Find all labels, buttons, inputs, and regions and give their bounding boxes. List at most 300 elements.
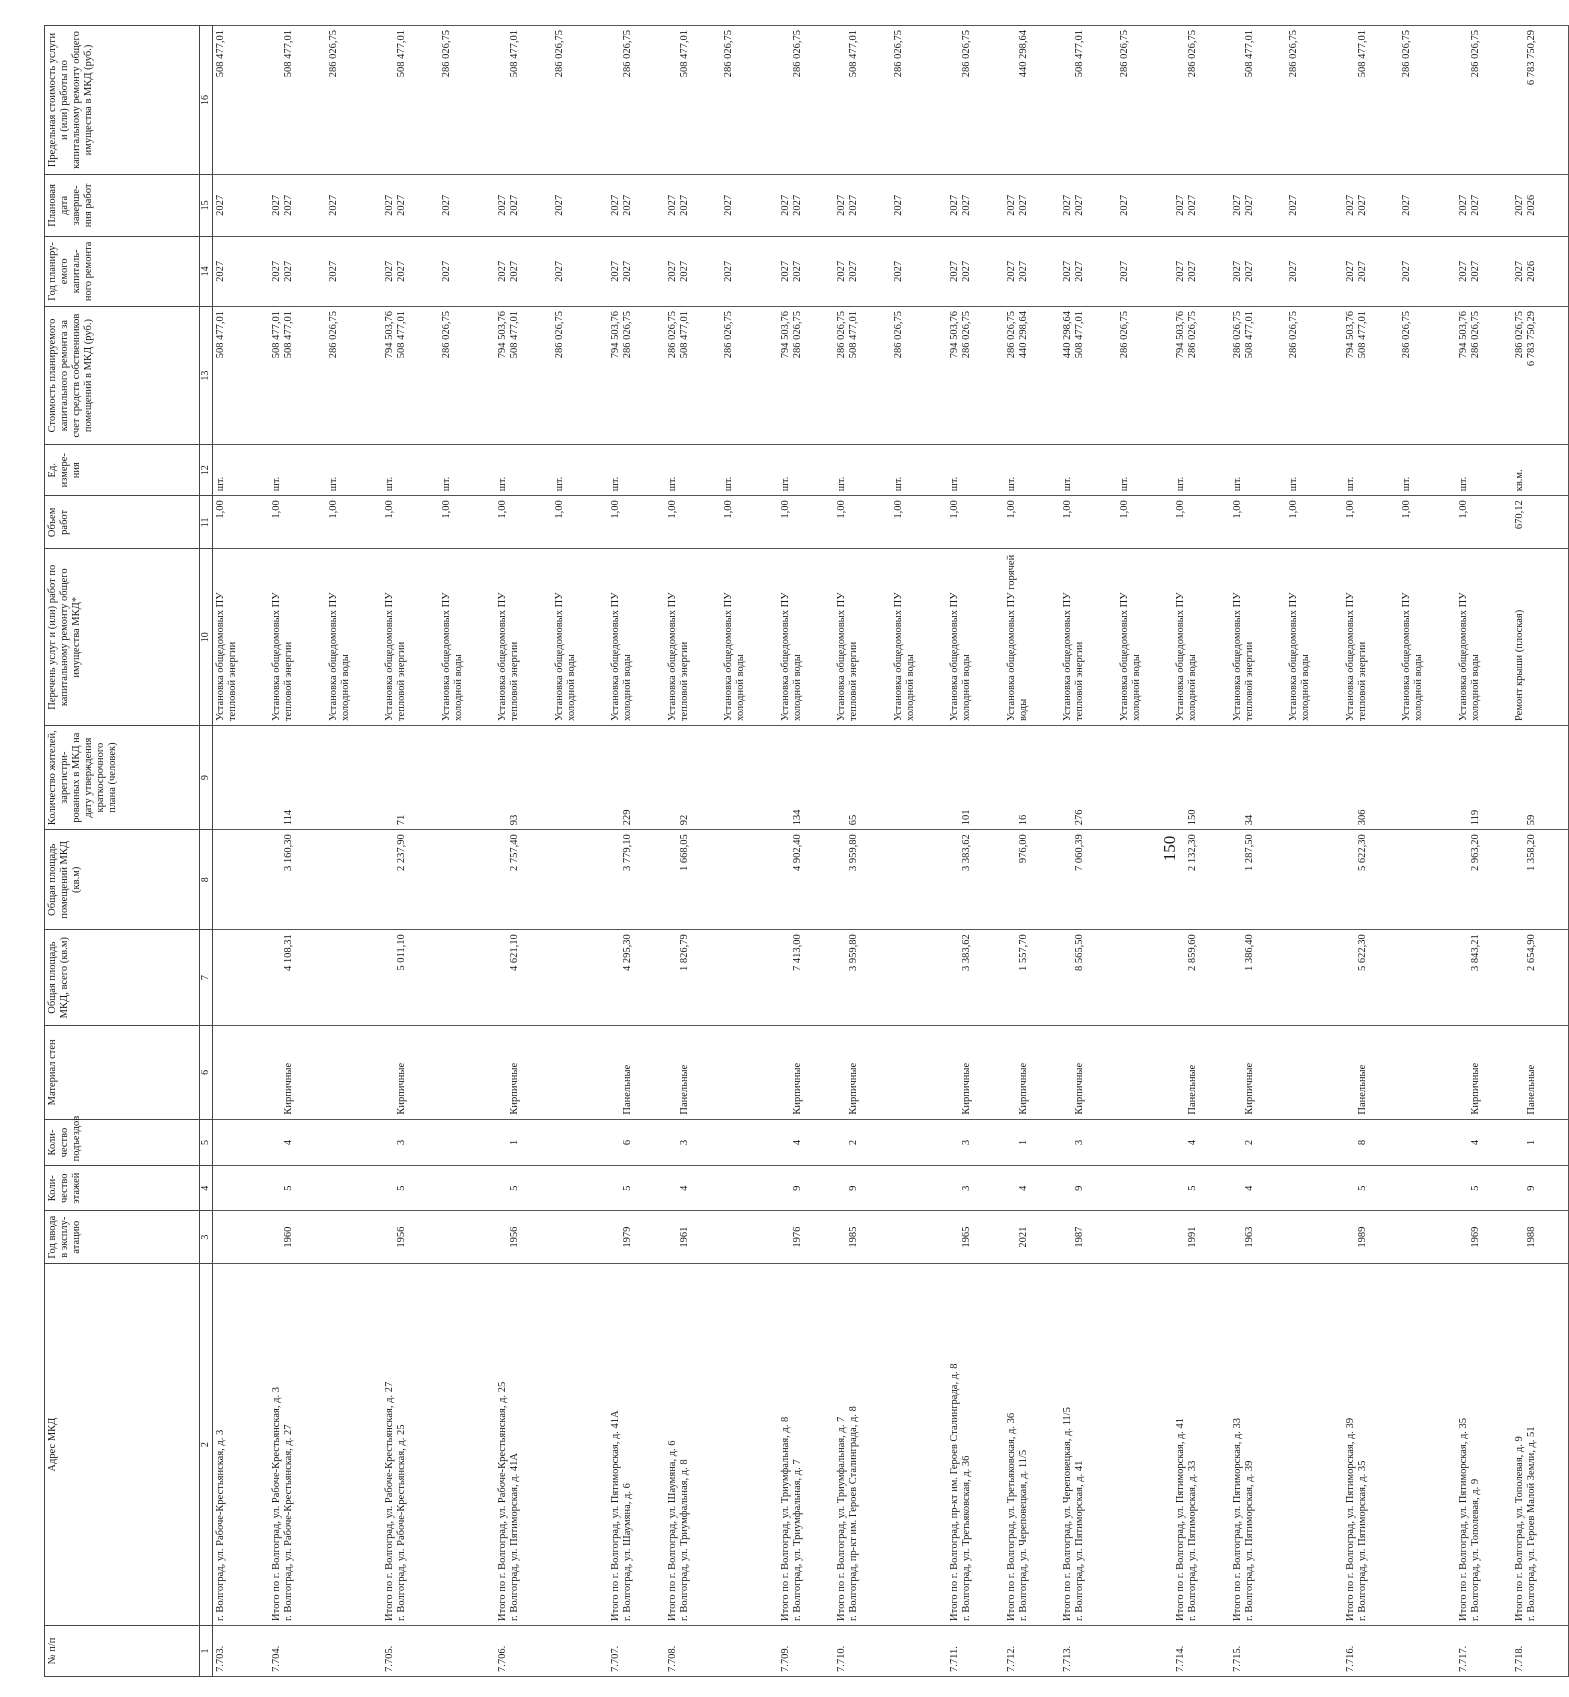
wall-material-pad: [1232, 1030, 1244, 1115]
row-number: 7.715.: [1231, 1645, 1243, 1672]
row-number: 7.713.: [1062, 1645, 1073, 1672]
address: г. Волгоград, ул. Пятиморская, д. 35: [1356, 1460, 1368, 1621]
work-volume: 1,00: [1457, 500, 1469, 519]
residents-pad: [384, 730, 396, 825]
completion-date: 2027: [553, 194, 565, 216]
residents: 306: [1356, 809, 1368, 826]
subtotal-year: 2027: [836, 260, 847, 282]
entrances: 6: [622, 1139, 634, 1146]
work-description: Установка общедомовых ПУ холодной воды: [327, 592, 351, 722]
year-built-pad: [667, 1215, 679, 1259]
floors: 5: [1356, 1185, 1368, 1191]
planned-year: 2027: [327, 260, 339, 282]
residents-pad: [667, 730, 679, 825]
work-description: Установка общедомовых ПУ тепловой энергии: [666, 592, 690, 722]
residents-pad: [271, 730, 283, 825]
limit-cost: 286 026,75: [440, 30, 452, 78]
limit-pad: [1232, 30, 1244, 170]
subtotal-end: 2027: [1062, 194, 1073, 216]
unit: шт.: [497, 476, 508, 492]
planned-cost: 286 026,75: [622, 310, 634, 359]
floors: 5: [283, 1185, 295, 1191]
wall-material-pad: [610, 1030, 622, 1115]
planned-cost: 286 026,75: [553, 310, 565, 359]
wall-material: Панельные: [1356, 1064, 1368, 1115]
unit: шт.: [1005, 476, 1017, 492]
address: г. Волгоград, ул. Череповецкая, д. 11/5: [1017, 1449, 1029, 1621]
year-built: 1961: [678, 1226, 690, 1248]
limit-pad: [1006, 30, 1018, 170]
wall-material-pad: [271, 1030, 283, 1115]
residents-pad: [1232, 730, 1244, 825]
limit-cost: 508 477,01: [848, 30, 860, 78]
work-description: Установка общедомовых ПУ холодной воды: [1288, 592, 1312, 722]
wall-material-pad: [497, 1030, 509, 1115]
subtotal-label: Итого по г. Волгоград, пр-кт им. Героев Сталинграда, д. 8: [949, 1363, 960, 1621]
entrances: 1: [1017, 1139, 1029, 1146]
residents: 65: [848, 814, 860, 826]
work-description: Установка общедомовых ПУ тепловой энергии: [497, 592, 521, 722]
column-header: Перечень услуг и (или) работ по капитальному ремонту общего имущества МКД*: [45, 549, 200, 726]
completion-date: 2027: [1356, 194, 1368, 216]
premises-area: 5 622,30: [1356, 834, 1368, 872]
entrances-pad: [271, 1124, 283, 1162]
entrances: 8: [1356, 1139, 1368, 1146]
work-volume: 1,00: [327, 500, 339, 519]
residents-pad: [1062, 730, 1074, 825]
premises-area: 3 779,10: [622, 834, 634, 872]
entrances: 2: [1243, 1139, 1255, 1146]
entrances-pad: [780, 1124, 792, 1162]
unit: шт.: [1231, 476, 1243, 492]
planned-cost: 286 026,75: [1288, 310, 1299, 359]
completion-date: 2027: [509, 194, 521, 216]
planned-year: 2027: [215, 260, 226, 282]
wall-material: Кирпичные: [396, 1062, 408, 1115]
entrances: 3: [678, 1139, 690, 1146]
premises-area: 2 237,90: [396, 834, 408, 872]
entrances-pad: [1458, 1124, 1470, 1162]
subtotal-cost: 794 503,76: [779, 310, 791, 359]
work-volume: 670,12: [1514, 500, 1525, 530]
entrances: 2: [848, 1139, 860, 1146]
total-area: 4 295,30: [622, 934, 634, 972]
year-built: 1956: [396, 1226, 408, 1248]
planned-cost: 440 298,64: [1017, 310, 1029, 359]
residents-pad: [610, 730, 622, 825]
subtotal-label: Итого по г. Волгоград, ул. Триумфальная, д. 7: [836, 1416, 847, 1621]
premises-area: 2 963,20: [1469, 834, 1481, 872]
unit: шт.: [440, 476, 452, 492]
table-row: [608, 26, 665, 1677]
address: г. Волгоград, ул. Триумфальная, д. 8: [678, 1459, 690, 1621]
entrances-pad: [497, 1124, 509, 1162]
limit-cost: 508 477,01: [396, 30, 408, 78]
row-number: 7.709.: [779, 1645, 791, 1672]
residents: 93: [509, 814, 521, 826]
year-built-pad: [1514, 1215, 1526, 1259]
row-number: 7.718.: [1514, 1645, 1525, 1672]
premises-area: 2 757,40: [509, 834, 521, 872]
premises-area-pad: [836, 834, 848, 925]
work-description: Установка общедомовых ПУ горячей воды: [1005, 554, 1029, 722]
premises-area-pad: [1345, 834, 1357, 925]
work-description: Установка общедомовых ПУ холодной воды: [553, 592, 577, 722]
subtotal-cost: 286 026,75: [836, 310, 847, 359]
total-area-pad: [1062, 934, 1074, 1021]
floors-pad: [497, 1170, 509, 1206]
entrances-pad: [667, 1124, 679, 1162]
year-built-pad: [836, 1215, 848, 1259]
year-built-pad: [949, 1215, 961, 1259]
work-description: Установка общедомовых ПУ холодной воды: [1175, 592, 1199, 722]
unit: кв.м.: [1514, 469, 1525, 492]
premises-area-pad: [667, 834, 679, 925]
limit-cost: 508 477,01: [215, 30, 226, 78]
column-number: 13: [200, 306, 213, 444]
year-built-pad: [1062, 1215, 1074, 1259]
completion-date: 2027: [327, 194, 339, 216]
residents-pad: [780, 730, 792, 825]
planned-cost: 286 026,75: [1118, 310, 1130, 359]
table-row: [1286, 26, 1343, 1677]
wall-material: Кирпичные: [961, 1062, 973, 1115]
wall-material-pad: [1514, 1030, 1526, 1115]
limit-pad: [836, 30, 848, 170]
limit-cost: 286 026,75: [791, 30, 803, 78]
subtotal-label: Итого по г. Волгоград, ул. Рабоче-Крестьянская, д. 27: [384, 1381, 395, 1621]
total-area: 2 654,90: [1526, 934, 1538, 972]
planned-cost: 508 477,01: [283, 310, 295, 359]
unit: шт.: [1118, 476, 1130, 492]
subtotal-cost: 794 503,76: [610, 310, 621, 359]
total-area-pad: [667, 934, 679, 1021]
column-number: 4: [200, 1166, 213, 1211]
table-row: [834, 26, 891, 1677]
wall-material: Панельные: [1526, 1064, 1538, 1115]
subtotal-end: 2027: [666, 194, 678, 216]
planned-year: 2027: [1356, 260, 1368, 282]
floors: 3: [961, 1185, 973, 1191]
limit-cost: 286 026,75: [622, 30, 634, 78]
limit-pad: [949, 30, 961, 170]
premises-area-pad: [780, 834, 792, 925]
total-area: 4 108,31: [283, 934, 295, 972]
work-description: Установка общедомовых ПУ тепловой энергии: [1062, 592, 1086, 722]
floors-pad: [667, 1170, 679, 1206]
entrances: 3: [961, 1139, 973, 1146]
total-area: 5 011,10: [396, 934, 408, 971]
planned-cost: 286 026,75: [791, 310, 803, 359]
planned-year: 2027: [396, 260, 408, 282]
residents: 71: [396, 814, 408, 826]
year-built-pad: [1232, 1215, 1244, 1259]
planned-year: 2027: [440, 260, 452, 282]
table-row: [552, 26, 609, 1677]
subtotal-end: 2027: [1457, 194, 1469, 216]
unit: шт.: [949, 476, 960, 492]
floors-pad: [271, 1170, 283, 1206]
floors: 5: [1469, 1185, 1481, 1191]
unit: шт.: [384, 476, 395, 492]
row-number: 7.716.: [1344, 1645, 1356, 1672]
limit-cost: 286 026,75: [723, 30, 734, 78]
premises-area: 1 287,50: [1243, 834, 1255, 872]
work-volume: 1,00: [1401, 500, 1412, 519]
subtotal-label: Итого по г. Волгоград, ул. Пятиморская, д. 39: [1344, 1417, 1356, 1621]
table-row: [1004, 26, 1061, 1677]
work-volume: 1,00: [215, 500, 226, 519]
year-built: 1965: [961, 1226, 973, 1248]
work-volume: 1,00: [723, 500, 734, 519]
total-area-pad: [1345, 934, 1357, 1021]
table-row: [495, 26, 552, 1677]
column-header: Стоимость планируемого капитального ремонта за счет средств собственников помещений в МКД (руб.): [45, 306, 200, 444]
unit: шт.: [836, 476, 847, 492]
subtotal-end: 2027: [1175, 194, 1186, 216]
floors-pad: [949, 1170, 961, 1206]
planned-cost: 286 026,75: [327, 310, 339, 359]
subtotal-year: 2027: [1062, 260, 1073, 282]
limit-cost: 286 026,75: [961, 30, 973, 78]
table-row: [891, 26, 948, 1677]
unit: шт.: [327, 476, 339, 492]
floors-pad: [1062, 1170, 1074, 1206]
column-header: Ед. измере-ния: [45, 445, 200, 496]
subtotal-end: 2027: [1344, 194, 1356, 216]
premises-area: 4 902,40: [791, 834, 803, 872]
column-number: 1: [200, 1625, 213, 1676]
premises-area: 2 132,30: [1187, 834, 1199, 872]
total-area-pad: [271, 934, 283, 1021]
entrances-pad: [1345, 1124, 1357, 1162]
planned-year: 2027: [1118, 260, 1130, 282]
subtotal-cost: 794 503,76: [1457, 310, 1469, 359]
entrances-pad: [610, 1124, 622, 1162]
work-description: Установка общедомовых ПУ тепловой энергии: [1344, 592, 1368, 722]
column-number: 10: [200, 549, 213, 726]
row-number: 7.717.: [1457, 1645, 1469, 1672]
planned-year: 2027: [1017, 260, 1029, 282]
table-row: [439, 26, 496, 1677]
column-header: Общая площадь МКД, всего (кв.м): [45, 930, 200, 1026]
entrances: 1: [509, 1139, 521, 1146]
entrances: 1: [1526, 1139, 1538, 1146]
year-built: 1989: [1356, 1226, 1368, 1248]
subtotal-year: 2027: [1344, 260, 1356, 282]
planned-year: 2027: [1469, 260, 1481, 282]
unit: шт.: [779, 476, 791, 492]
table-row: [1173, 26, 1230, 1677]
completion-date: 2027: [1401, 194, 1412, 216]
work-volume: 1,00: [1005, 500, 1017, 519]
planned-cost: 508 477,01: [1356, 310, 1368, 359]
column-header: Общая площадь помещений МКД (кв.м): [45, 830, 200, 930]
limit-pad: [1514, 30, 1526, 170]
floors-pad: [1232, 1170, 1244, 1206]
limit-pad: [384, 30, 396, 170]
residents-pad: [497, 730, 509, 825]
wall-material: Кирпичные: [283, 1062, 295, 1115]
column-number: 8: [200, 830, 213, 930]
work-volume: 1,00: [892, 500, 904, 519]
work-description: Установка общедомовых ПУ тепловой энергии: [384, 592, 408, 722]
work-description: Установка общедомовых ПУ холодной воды: [949, 592, 973, 722]
work-description: Установка общедомовых ПУ тепловой энергии: [1231, 592, 1255, 722]
floors: 4: [678, 1185, 690, 1191]
planned-year: 2027: [892, 260, 904, 282]
wall-material: Кирпичные: [1017, 1062, 1029, 1115]
work-description: Установка общедомовых ПУ холодной воды: [440, 592, 464, 722]
row-number: 7.703.: [215, 1645, 226, 1672]
subtotal-end: 2027: [1231, 194, 1243, 216]
wall-material-pad: [1345, 1030, 1357, 1115]
subtotal-label: Итого по г. Волгоград, ул. Пятиморская, д. 33: [1231, 1417, 1243, 1621]
unit: шт.: [1288, 476, 1299, 492]
premises-area-pad: [497, 834, 509, 925]
column-header: Предельная стоимость услуги и (или) работы по капитальному ремонту общего имущества в МКД (руб.): [45, 26, 200, 175]
work-volume: 1,00: [1288, 500, 1299, 519]
planned-year: 2027: [961, 260, 973, 282]
unit: шт.: [723, 476, 734, 492]
unit: шт.: [610, 476, 621, 492]
row-number: 7.711.: [949, 1646, 960, 1672]
subtotal-year: 2027: [1231, 260, 1243, 282]
planned-year: 2027: [848, 260, 860, 282]
floors-pad: [1458, 1170, 1470, 1206]
subtotal-cost: 286 026,75: [1005, 310, 1017, 359]
limit-cost: 508 477,01: [1074, 30, 1086, 78]
wall-material-pad: [384, 1030, 396, 1115]
wall-material: Панельные: [678, 1064, 690, 1115]
subtotal-end: 2027: [949, 194, 960, 216]
wall-material-pad: [1062, 1030, 1074, 1115]
premises-area: 1 668,05: [678, 834, 690, 872]
limit-cost: 6 783 750,29: [1526, 30, 1538, 86]
work-description: Установка общедомовых ПУ тепловой энергии: [215, 592, 239, 722]
premises-area-pad: [949, 834, 961, 925]
unit: шт.: [1062, 476, 1073, 492]
subtotal-cost: 794 503,76: [1344, 310, 1356, 359]
subtotal-year: 2027: [1514, 260, 1525, 282]
limit-pad: [610, 30, 622, 170]
completion-date: 2027: [215, 194, 226, 216]
completion-date: 2027: [1187, 194, 1199, 216]
total-area-pad: [836, 934, 848, 1021]
total-area: 5 622,30: [1356, 934, 1368, 972]
work-volume: 1,00: [949, 500, 960, 519]
subtotal-cost: 508 477,01: [271, 310, 282, 359]
work-volume: 1,00: [779, 500, 791, 519]
table-row: [1512, 26, 1569, 1677]
premises-area-pad: [1062, 834, 1074, 925]
wall-material-pad: [1006, 1030, 1018, 1115]
work-volume: 1,00: [271, 500, 282, 519]
subtotal-end: 2027: [836, 194, 847, 216]
entrances-pad: [1062, 1124, 1074, 1162]
residents-pad: [1345, 730, 1357, 825]
total-area: 4 621,10: [509, 934, 521, 972]
completion-date: 2027: [1288, 194, 1299, 216]
subtotal-year: 2027: [384, 260, 395, 282]
column-number: 7: [200, 930, 213, 1026]
floors-pad: [1514, 1170, 1526, 1206]
planned-cost: 508 477,01: [509, 310, 521, 359]
floors: 9: [848, 1185, 860, 1191]
unit: шт.: [1344, 476, 1356, 492]
subtotal-label: Итого по г. Волгоград, ул. Третьяковская, д. 36: [1005, 1412, 1017, 1621]
table-row: [1456, 26, 1513, 1677]
unit: шт.: [1401, 476, 1412, 492]
row-number: 7.706.: [497, 1645, 508, 1672]
address: г. Волгоград, пр-кт им. Героев Сталинграда, д. 8: [848, 1406, 860, 1621]
row-number: 7.708.: [666, 1645, 678, 1672]
planned-cost: 508 477,01: [1074, 310, 1086, 359]
address: г. Волгоград, ул. Пятиморская, д. 41А: [509, 1453, 521, 1621]
floors-pad: [780, 1170, 792, 1206]
residents: 59: [1526, 814, 1538, 826]
planned-year: 2027: [553, 260, 565, 282]
wall-material: Кирпичные: [1074, 1062, 1086, 1115]
premises-area: 3 383,62: [961, 834, 973, 872]
subtotal-cost: 440 298,64: [1062, 310, 1073, 359]
subtotal-year: 2027: [271, 260, 282, 282]
limit-pad: [780, 30, 792, 170]
year-built-pad: [1006, 1215, 1018, 1259]
work-description: Установка общедомовых ПУ тепловой энергии: [271, 592, 295, 722]
planned-cost: 508 477,01: [396, 310, 408, 359]
subtotal-cost: 794 503,76: [384, 310, 395, 359]
planned-year: 2027: [283, 260, 295, 282]
planned-year: 2027: [791, 260, 803, 282]
column-number: 12: [200, 445, 213, 496]
entrances: 3: [396, 1139, 408, 1146]
premises-area: 1 358,20: [1526, 834, 1538, 872]
year-built-pad: [1345, 1215, 1357, 1259]
limit-cost: 508 477,01: [283, 30, 295, 78]
entrances: 3: [1074, 1139, 1086, 1146]
table-row: [326, 26, 383, 1677]
year-built: 1985: [848, 1226, 860, 1248]
premises-area-pad: [271, 834, 283, 925]
residents: 119: [1469, 809, 1481, 826]
subtotal-year: 2027: [666, 260, 678, 282]
row-number: 7.714.: [1175, 1645, 1186, 1672]
limit-cost: 286 026,75: [1187, 30, 1199, 78]
work-description: Установка общедомовых ПУ холодной воды: [892, 592, 916, 722]
column-header: Плановая дата заверше-ния работ: [45, 175, 200, 237]
subtotal-label: Итого по г. Волгоград, ул. Рабоче-Крестьянская, д. 25: [497, 1381, 508, 1621]
limit-pad: [1458, 30, 1470, 170]
column-number: 6: [200, 1026, 213, 1120]
address: г. Волгоград, ул. Пятиморская, д. 39: [1243, 1460, 1255, 1621]
limit-pad: [1062, 30, 1074, 170]
floors-pad: [1006, 1170, 1018, 1206]
work-volume: 1,00: [384, 500, 395, 519]
address: г. Волгоград, ул. Рабоче-Крестьянская, д. 25: [396, 1424, 408, 1621]
wall-material-pad: [780, 1030, 792, 1115]
limit-cost: 508 477,01: [1243, 30, 1255, 78]
subtotal-cost: 794 503,76: [1175, 310, 1186, 359]
premises-area: 976,00: [1017, 834, 1029, 864]
subtotal-end: 2027: [1514, 194, 1525, 216]
year-built: 1956: [509, 1226, 521, 1248]
subtotal-end: 2027: [1005, 194, 1017, 216]
floors-pad: [836, 1170, 848, 1206]
total-area: 1 557,70: [1017, 934, 1029, 972]
total-area: 3 383,62: [961, 934, 973, 972]
total-area-pad: [1232, 934, 1244, 1021]
